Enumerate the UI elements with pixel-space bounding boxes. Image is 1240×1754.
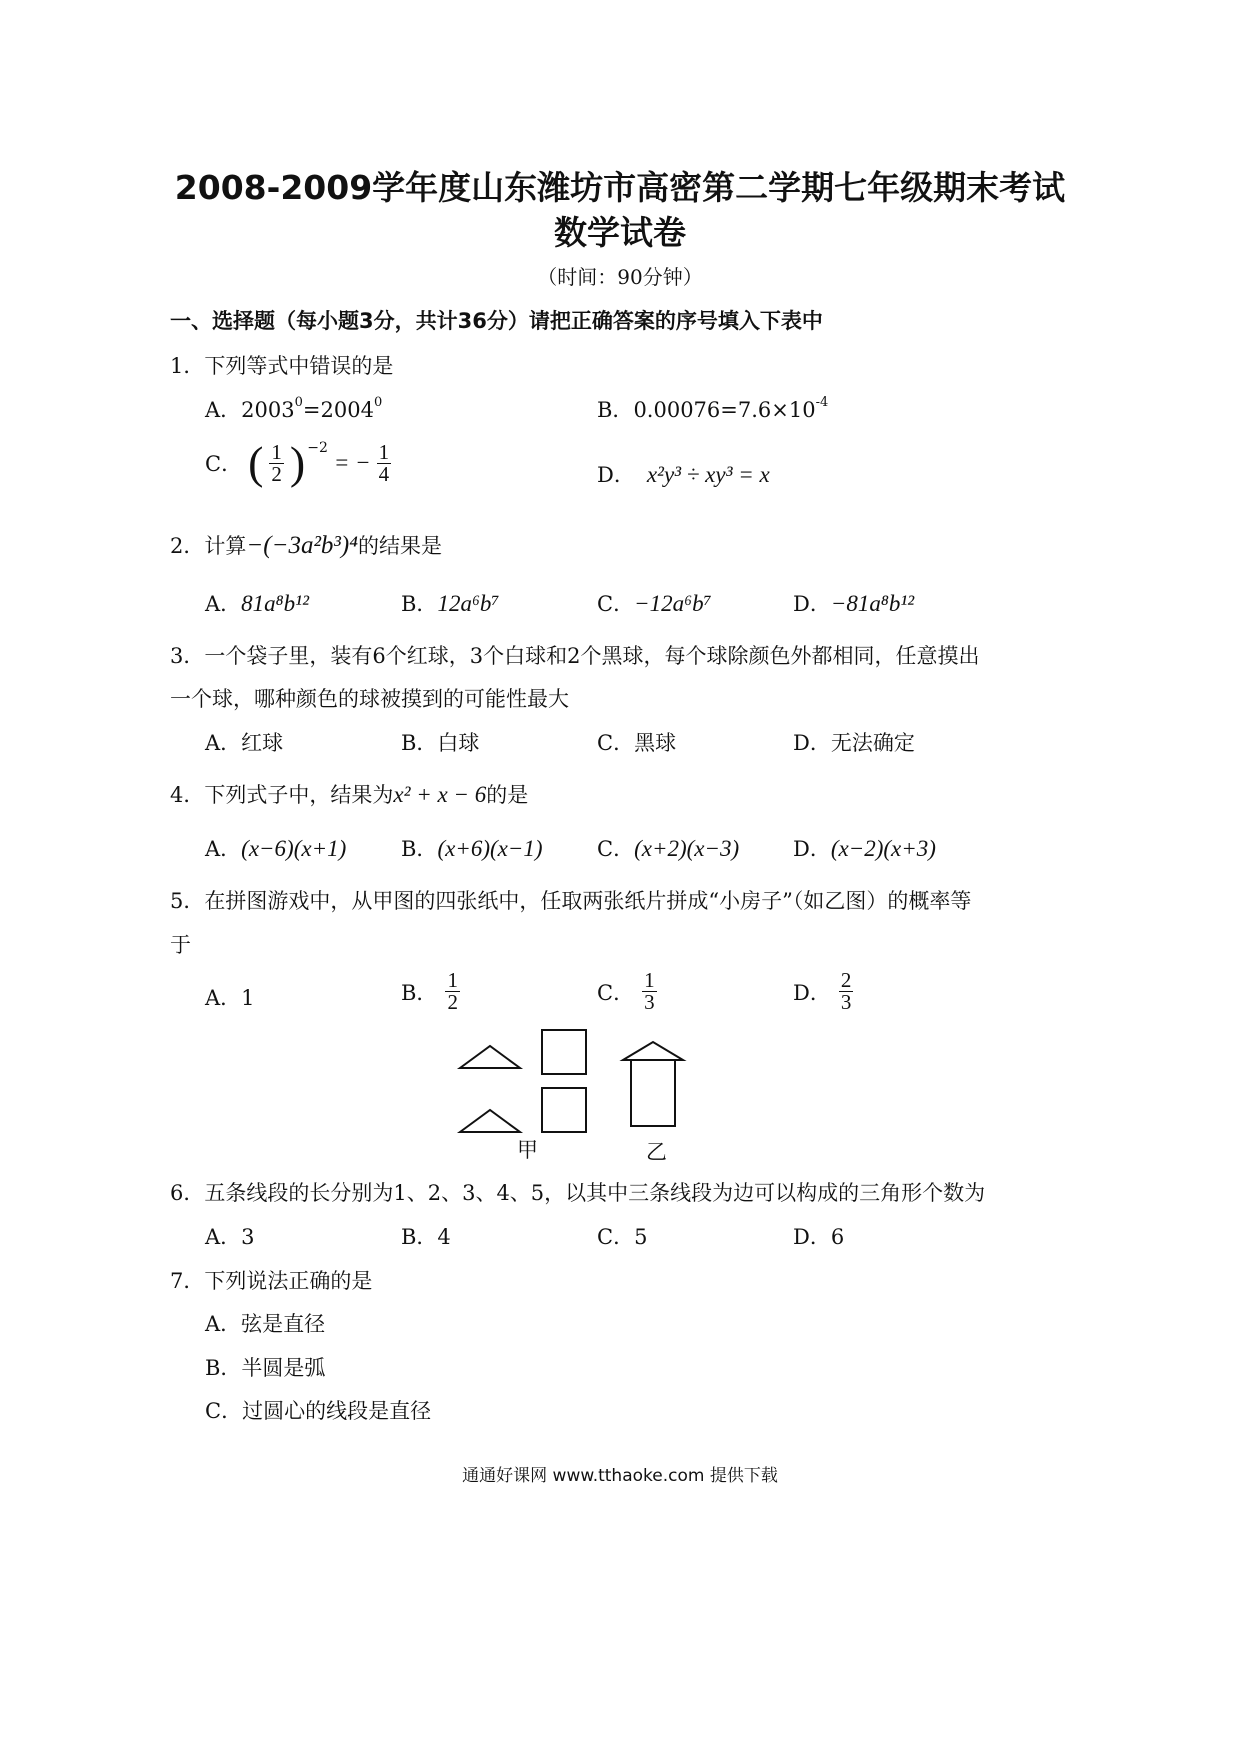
q6-stem: 6．五条线段的长分别为1、2、3、4、5，以其中三条线段为边可以构成的三角形个数为 [170,1181,986,1205]
figure-label-jia: 甲 [517,1138,538,1162]
q5-option-a: A．1 [205,986,255,1010]
q3-stem-line2: 一个球，哪种颜色的球被摸到的可能性最大 [170,687,569,711]
q3-option-c: C．黑球 [597,731,677,755]
section-header: 一、选择题（每小题3分，共计36分）请把正确答案的序号填入下表中 [170,309,823,333]
q6-option-d: D．6 [793,1225,845,1249]
q7-option-c: C．过圆心的线段是直径 [205,1399,432,1423]
house-body [631,1060,675,1126]
page-footer: 通通好课网 www.tthaoke.com 提供下载 [462,1466,778,1486]
q4-option-d: D．(x−2)(x+3) [793,836,936,861]
q1-option-d: D． x²y³ ÷ xy³ = x [597,462,770,487]
triangle-piece-2 [460,1110,520,1132]
q5-option-b: B． $\frac{1}{2}$ [401,968,458,1014]
q2-option-d: D．−81a⁸b¹² [793,591,915,616]
triangle-piece-1 [460,1046,520,1068]
q6-option-a: A．3 [205,1225,255,1249]
exam-title: 2008-2009学年度山东潍坊市高密第二学期七年级期末考试 [174,168,1066,207]
q4-stem: 4．下列式子中，结果为x² + x − 6的是 [170,782,529,807]
q4-option-a: A．(x−6)(x+1) [205,836,347,861]
q2-stem: 2．计算−(−3a²b³)⁴的结果是 [170,532,442,559]
q1-stem: 1．下列等式中错误的是 [170,354,394,378]
house-roof [623,1042,683,1060]
q1-option-a: A．$2003^0=2004^0$ [205,395,383,422]
exam-subtitle: 数学试卷 [554,213,686,252]
q1-option-b: B．$0.00076=7.6\times 10^{-4}$ [597,395,829,422]
q6-option-c: C．5 [597,1225,648,1249]
square-piece-1 [542,1030,586,1074]
q2-option-b: B．12a⁶b⁷ [401,591,500,616]
q3-stem-line1: 3．一个袋子里，装有6个红球，3个白球和2个黑球，每个球除颜色外都相同，任意摸出 [170,644,980,668]
q4-option-b: B．(x+6)(x−1) [401,836,543,861]
q5-stem-line2: 于 [170,933,191,957]
q5-option-d: D． $\frac{2}{3}$ [793,968,852,1014]
q7-stem: 7．下列说法正确的是 [170,1269,373,1293]
q3-option-a: A．红球 [205,731,284,755]
q7-option-a: A．弦是直径 [205,1312,326,1336]
q5-puzzle-figure [440,1020,720,1190]
q2-option-c: C．−12a⁶b⁷ [597,591,712,616]
q5-stem-line1: 5．在拼图游戏中，从甲图的四张纸中，任取两张纸片拼成“小房子”（如乙图）的概率等 [170,889,972,913]
figure-label-yi: 乙 [646,1140,667,1164]
q1-option-c: C． ( $\frac{1}{2}$ ) −2 = − $\frac{1}{4}$ [205,437,390,488]
q3-option-d: D．无法确定 [793,731,915,755]
q1-c-fraction: $\frac{1}{2}$ [271,439,282,486]
q3-option-b: B．白球 [401,731,480,755]
square-piece-2 [542,1088,586,1132]
q7-option-b: B．半圆是弧 [205,1356,326,1380]
q4-option-c: C．(x+2)(x−3) [597,836,740,861]
time-note: （时间：90分钟） [537,265,703,289]
q5-option-c: C． $\frac{1}{3}$ [597,968,655,1014]
q6-option-b: B．4 [401,1225,451,1249]
q2-option-a: A．81a⁸b¹² [205,591,309,616]
q1-c-result-fraction: $\frac{1}{4}$ [378,439,390,486]
